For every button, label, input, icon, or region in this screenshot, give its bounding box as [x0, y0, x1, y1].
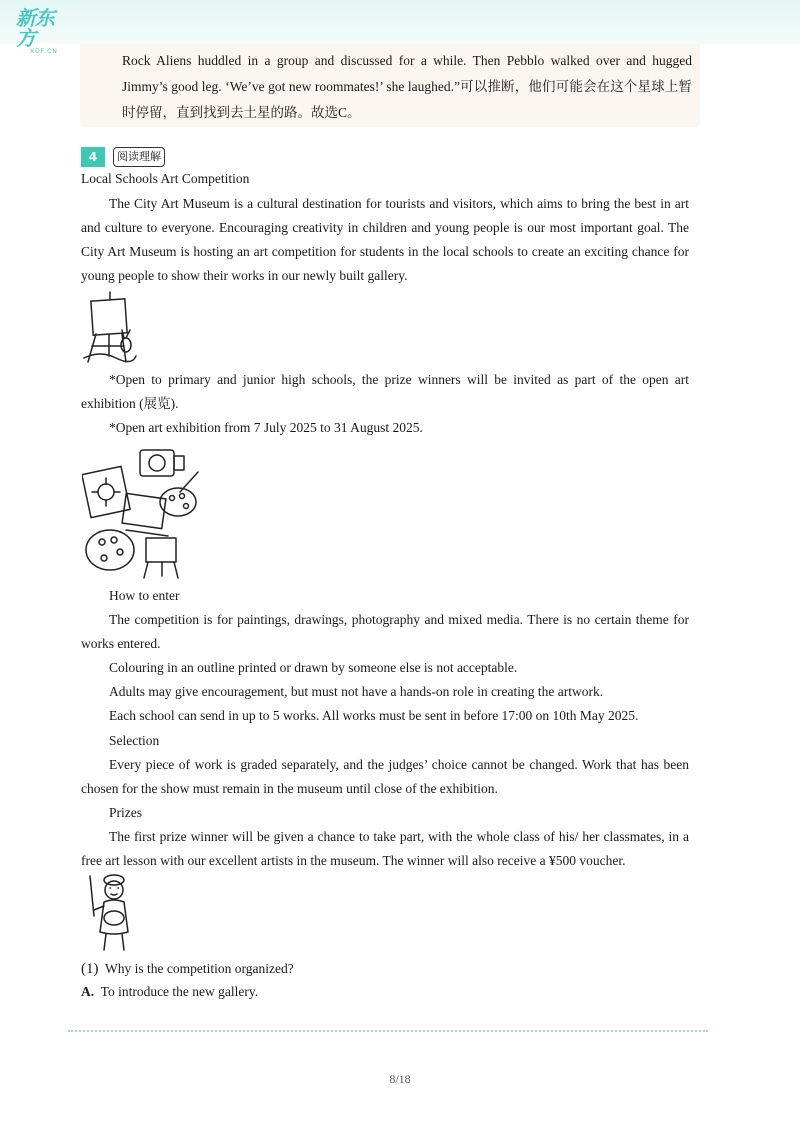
page-number: 8/18 — [389, 1072, 411, 1086]
easel-illustration — [80, 290, 138, 368]
sub-question-text: Why is the competition organized? — [105, 961, 294, 976]
how-to-enter-heading: How to enter — [109, 588, 180, 603]
art-supplies-illustration — [82, 442, 202, 580]
prizes-heading: Prizes — [109, 805, 142, 820]
logo-subtext: XDF.CN — [30, 48, 58, 55]
question-number-badge: 4 — [81, 147, 105, 167]
open-to-schools-note: *Open to primary and junior high schools, the prize winners will be invited as part of the open art exhibition (展览). — [81, 372, 689, 411]
question-type-label: 阅读理解 — [113, 147, 165, 167]
selection-text: Every piece of work is graded separately, and the judges’ choice cannot be changed. Work that has been chosen for the show must remain in the museum until close of the exhibition. — [81, 757, 689, 796]
footer-divider — [68, 1030, 708, 1032]
header-band — [0, 0, 800, 44]
artist-figure-illustration — [82, 872, 138, 952]
how-to-enter-rule-4: Each school can send in up to 5 works. All works must be sent in before 17:00 on 10th May 2025. — [109, 708, 639, 723]
answer-explanation-text: Rock Aliens huddled in a group and discussed for a while. Then Pebblo walked over and hugged Jimmy’s good leg. ‘We’ve got new roommates!’ she laughed.”可以推断，他们可能会在这个星球上暂时停留，直到找到去土星的路。故选C。 — [122, 53, 692, 120]
option-a-text: To introduce the new gallery. — [100, 984, 259, 999]
option-a[interactable] — [81, 984, 258, 1000]
how-to-enter-rule-2: Colouring in an outline printed or drawn by someone else is not acceptable. — [109, 660, 518, 675]
passage-intro: The City Art Museum is a cultural destination for tourists and visitors, which aims to bring the best in art and culture to everyone. Encouraging creativity in children and young people is our most important goal. The City Art Museum is hosting an art competition for students in the local schools to create an exciting chance for young people to show their works in our newly built gallery. — [81, 196, 689, 283]
prizes-text: The first prize winner will be given a chance to take part, with the whole class of his/ her classmates, in a free art lesson with our excellent artists in the museum. The winner will also receive a ¥500 voucher. — [81, 829, 689, 868]
passage-title: Local Schools Art Competition — [81, 171, 250, 186]
open-exhibition-dates: *Open art exhibition from 7 July 2025 to 31 August 2025. — [109, 420, 423, 435]
sub-question-1 — [81, 961, 294, 978]
how-to-enter-rule-3: Adults may give encouragement, but must not have a hands-on role in creating the artwork. — [109, 684, 604, 699]
option-a-letter: A. — [81, 984, 95, 999]
how-to-enter-rule-1: The competition is for paintings, drawings, photography and mixed media. There is no certain theme for works entered. — [81, 612, 689, 651]
selection-heading: Selection — [109, 733, 160, 748]
logo-text: 新东方 — [16, 6, 54, 50]
sub-question-number: (1) — [81, 961, 99, 977]
xdf-logo — [16, 6, 62, 55]
